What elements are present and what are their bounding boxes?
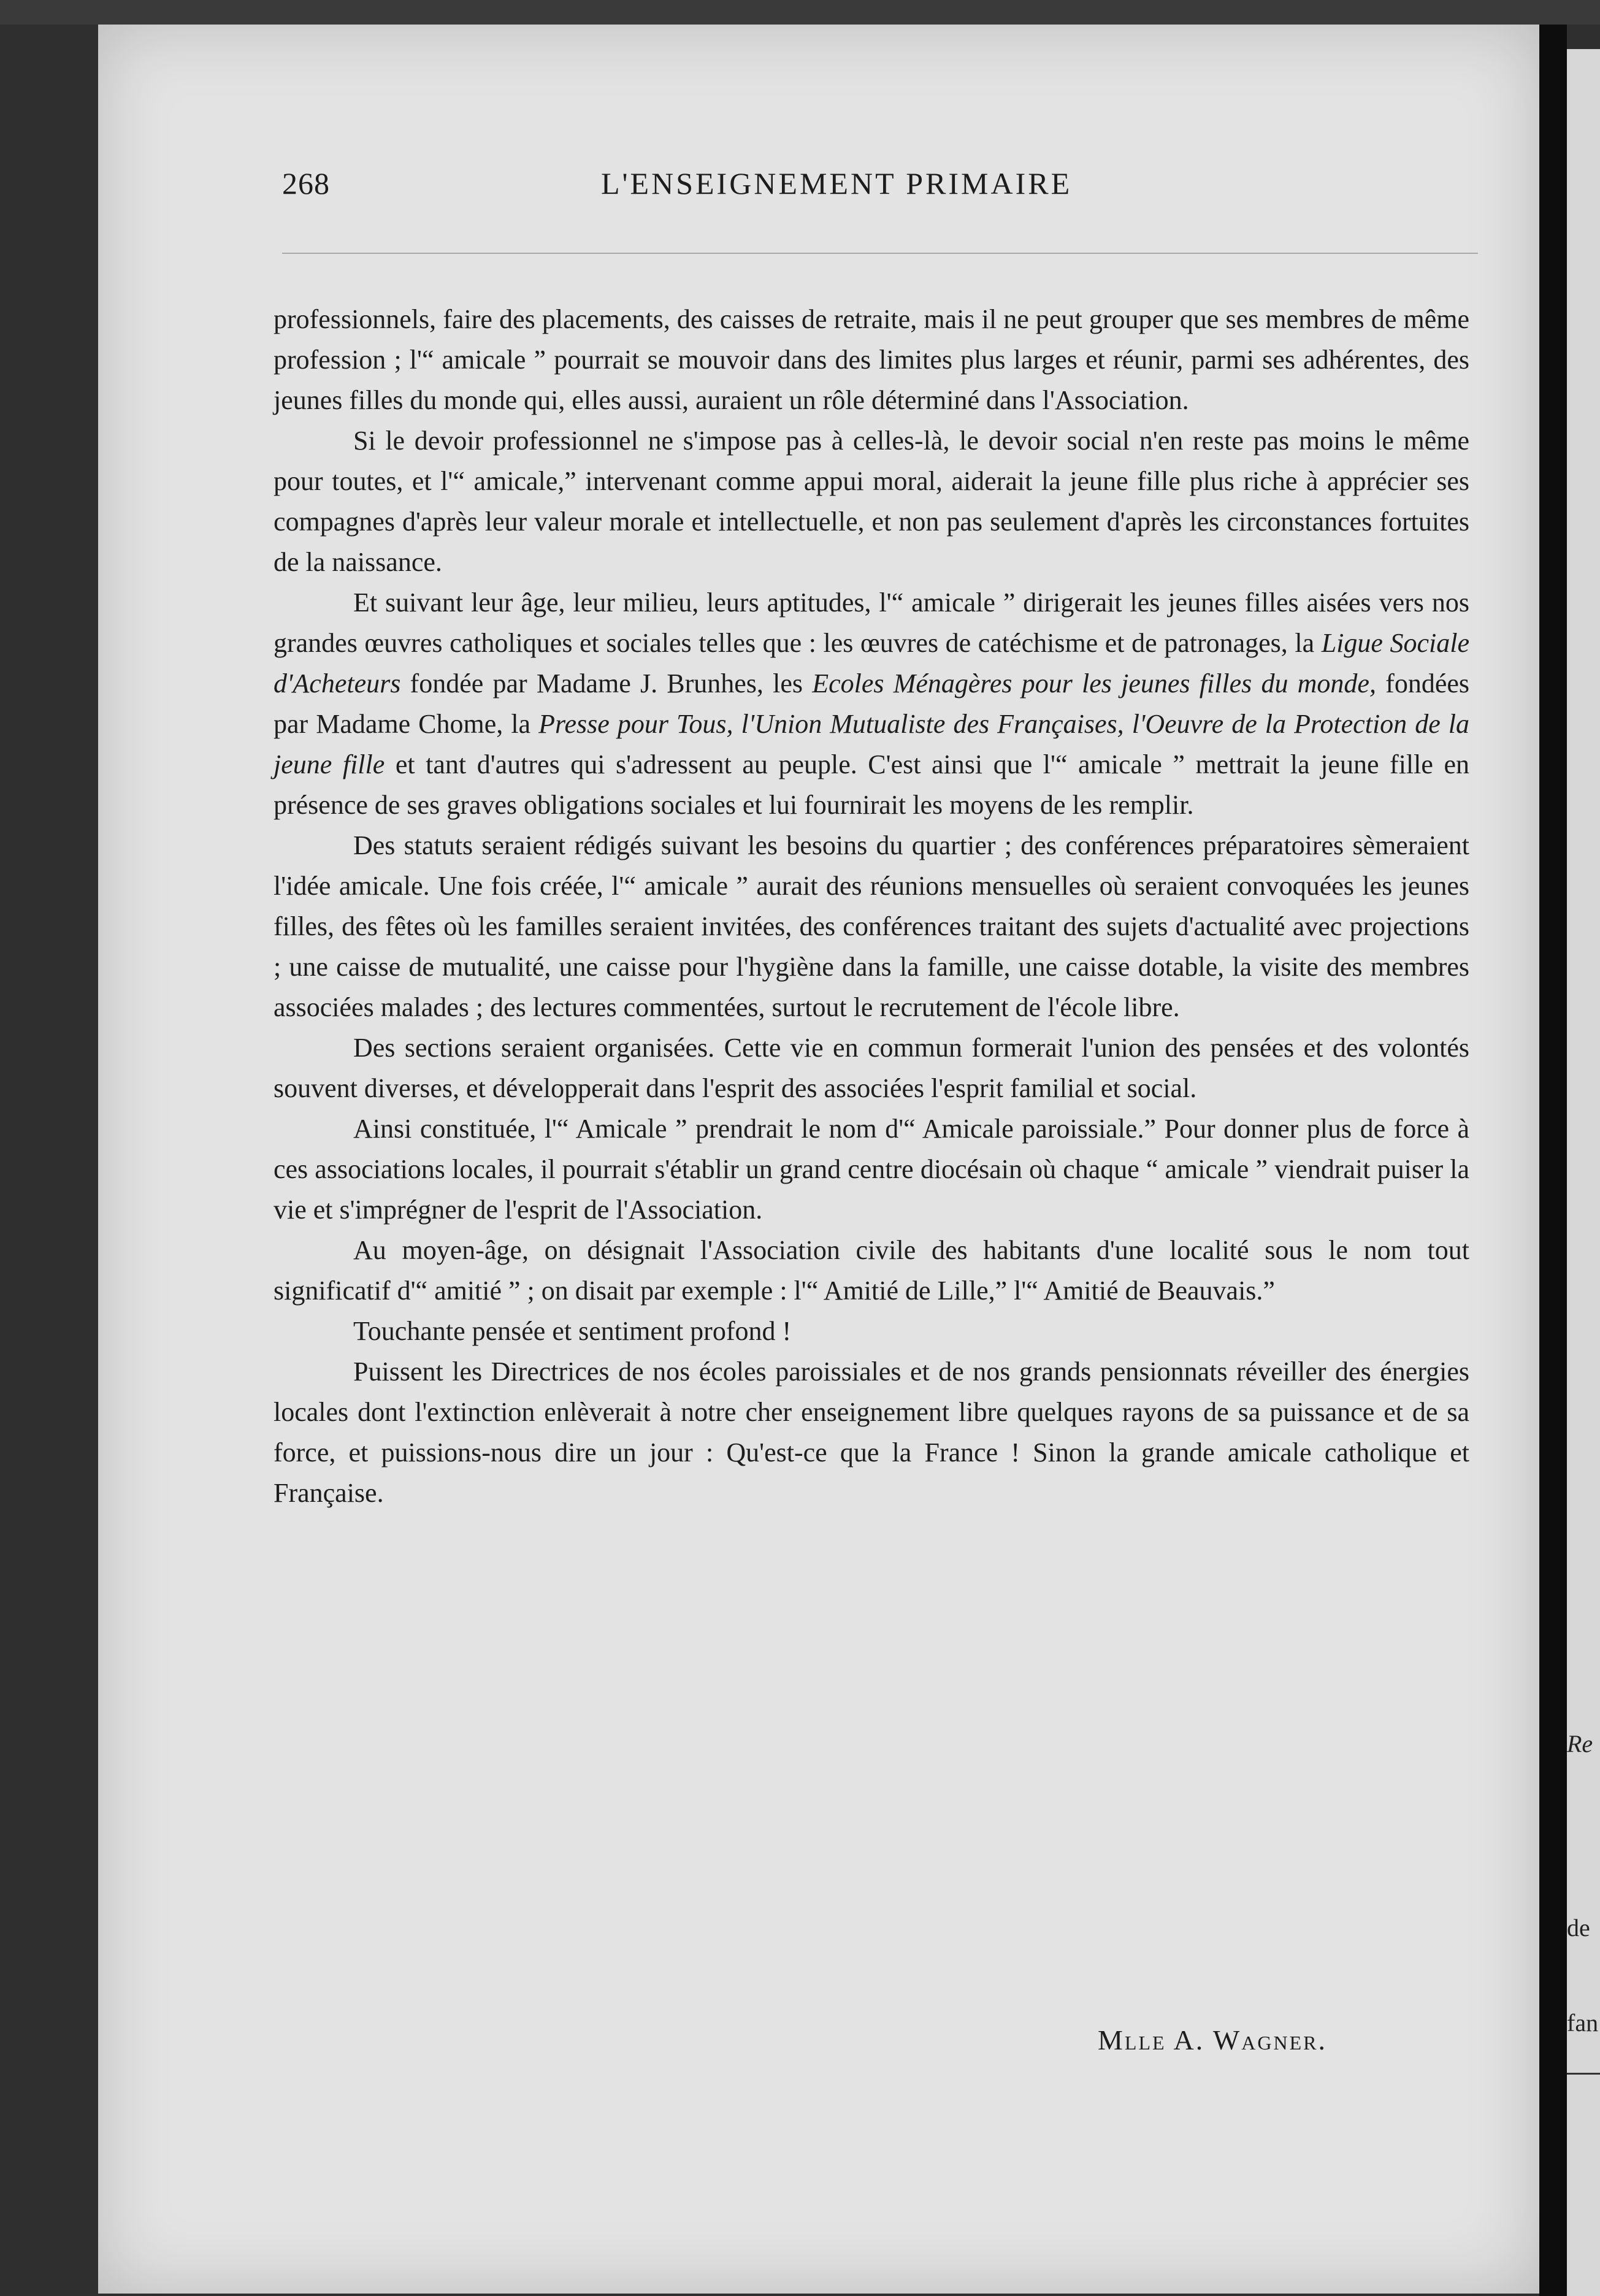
paragraph-8: Touchante pensée et sentiment profond ! (353, 1316, 792, 1346)
adjacent-page-edge (1567, 49, 1600, 2296)
adjacent-fragment-3: fan (1567, 2009, 1599, 2037)
paragraph-3-text-3: fondées par Madame Chome, la (274, 668, 1469, 739)
paragraph-5: Des sections seraient organisées. Cette vie en commun formerait l'union des pensées et des volontés souvent diverses, et développerait dans l'esprit des associées l'esprit familial et social. (274, 1033, 1469, 1103)
adjacent-fragment-2: de (1567, 1914, 1590, 1942)
paragraph-3-text-2: fondée par Madame J. Brunhes, les (400, 668, 813, 698)
running-title: L'ENSEIGNEMENT PRIMAIRE (601, 166, 1073, 201)
header-rule (282, 253, 1478, 254)
page-header (282, 166, 1478, 209)
paragraph-3-text-1: Et suivant leur âge, leur milieu, leurs aptitudes, l'“ amicale ” dirigerait les jeunes filles aisées vers nos grandes œuvres catholiques et sociales telles que : les œuvres de catéchisme et de patronages, la (274, 587, 1469, 658)
paragraph-2: Si le devoir professionnel ne s'impose pas à celles-là, le devoir social n'en reste pas moins le même pour toutes, et l'“ amicale,” intervenant comme appui moral, aiderait la jeune fille plus riche à apprécier ses compagnes d'après leur valeur morale et intellectuelle, et non pas seulement d'après les circonstances fortuites de la naissance. (274, 426, 1469, 577)
paragraph-4: Des statuts seraient rédigés suivant les besoins du quartier ; des conférences préparatoires sèmeraient l'idée amicale. Une fois créée, l'“ amicale ” aurait des réunions mensuelles où seraient convoquées les jeunes filles, des fêtes où les familles seraient invitées, des conférences traitant des sujets d'actualité avec projections ; une caisse de mutualité, une caisse pour l'hygiène dans la famille, une caisse dotable, la visite des membres associées malades ; des lectures commentées, surtout le recrutement de l'école libre. (274, 830, 1469, 1022)
paragraph-9: Puissent les Directrices de nos écoles paroissiales et de nos grands pensionnats réveiller des énergies locales dont l'extinction enlèverait à notre cher enseignement libre quelques rayons de sa puissance et de sa force, et puissions-nous dire un jour : Qu'est-ce que la France ! Sinon la grande amicale catholique et Française. (274, 1357, 1469, 1508)
author-signature: Mlle A. Wagner. (1098, 2024, 1328, 2056)
article-body (274, 299, 1469, 1513)
adjacent-rule (1567, 2073, 1600, 2075)
paragraph-7: Au moyen-âge, on désignait l'Association civile des habitants d'une localité sous le nom tout significatif d'“ amitié ” ; on disait par exemple : l'“ Amitié de Lille,” l'“ Amitié de Beauvais.” (274, 1235, 1469, 1306)
paragraph-6: Ainsi constituée, l'“ Amicale ” prendrait le nom d'“ Amicale paroissiale.” Pour donner plus de force à ces associations locales, il pourrait s'établir un grand centre diocésain où chaque “ amicale ” viendrait puiser la vie et s'imprégner de l'esprit de l'Association. (274, 1114, 1469, 1225)
paragraph-3 (274, 583, 1469, 825)
book-gutter (1539, 25, 1567, 2296)
paragraph-3-text-4: et tant d'autres qui s'adressent au peuple. C'est ainsi que l'“ amicale ” mettrait la jeune fille en présence de ses graves obligations sociales et lui fournirait les moyens de les remplir. (274, 749, 1469, 820)
scan-background-top (0, 0, 1600, 25)
paragraph-1: professionnels, faire des placements, des caisses de retraite, mais il ne peut grouper que ses membres de même profession ; l'“ amicale ” pourrait se mouvoir dans des limites plus larges et réunir, parmi ses adhérentes, des jeunes filles du monde qui, elles aussi, auraient un rôle déterminé dans l'Association. (274, 304, 1469, 415)
works-titles: Presse pour Tous, l'Union Mutualiste des Françaises, l'Oeuvre de la Protection de la jeune fille (274, 709, 1469, 779)
page-number: 268 (282, 166, 330, 201)
ecoles-menageres-title: Ecoles Ménagères pour les jeunes filles du monde, (812, 668, 1376, 698)
ligue-sociale-title: Ligue Sociale d'Acheteurs (274, 628, 1470, 698)
adjacent-fragment-1: Re (1567, 1730, 1593, 1758)
